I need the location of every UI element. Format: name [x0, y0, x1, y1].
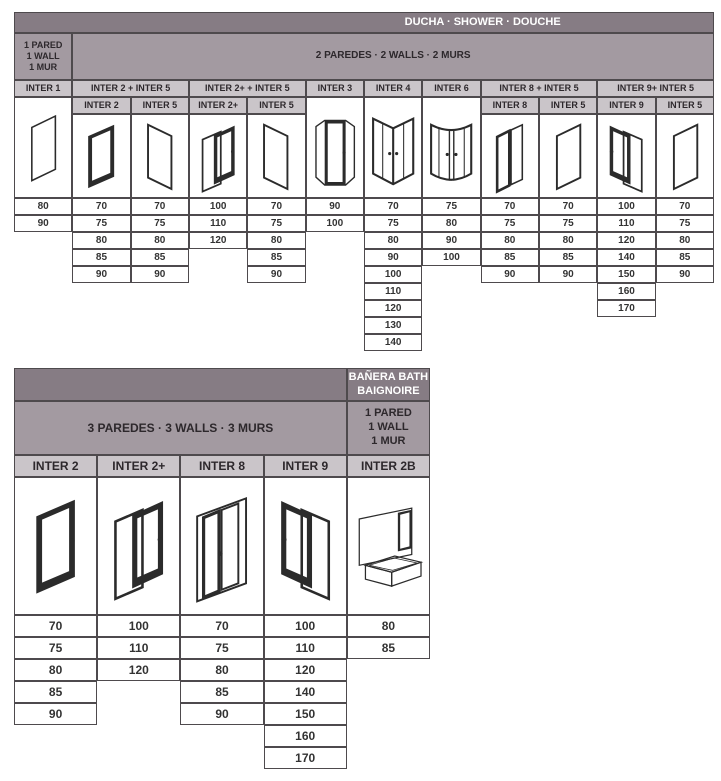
size-value: 140	[364, 334, 422, 351]
size-value: 85	[180, 681, 263, 703]
size-value: 70	[180, 615, 263, 637]
size-column-inter6	[422, 198, 480, 351]
size-value: 90	[14, 703, 97, 725]
col-header-inter2b: INTER 2B	[347, 455, 430, 477]
size-value: 80	[180, 659, 263, 681]
size-column-inter4	[364, 198, 422, 351]
inter9-sliding-door-icon	[267, 480, 344, 612]
size-value: 90	[481, 266, 539, 283]
size-value: 100	[97, 615, 180, 637]
size-value: 80	[656, 232, 714, 249]
size-column-inter5c	[539, 198, 597, 351]
size-value: 80	[481, 232, 539, 249]
illustration-inter5-d	[656, 114, 714, 198]
inter4-corner-entry-icon	[367, 100, 419, 195]
size-value: 70	[247, 198, 305, 215]
size-value: 110	[597, 215, 655, 232]
size-value: 150	[264, 703, 347, 725]
size-value: 85	[481, 249, 539, 266]
illustration-inter2b-bath	[347, 477, 430, 615]
illustration-inter9	[597, 114, 655, 198]
size-value: 75	[247, 215, 305, 232]
group-header-inter2-inter5: INTER 2 + INTER 5	[72, 80, 189, 97]
two-walls-label: 2 PAREDES · 2 WALLS · 2 MURS	[315, 50, 471, 62]
inter3-pentagonal-enclosure-icon	[309, 100, 361, 195]
size-value: 70	[72, 198, 130, 215]
size-value: 70	[481, 198, 539, 215]
size-value: 75	[180, 637, 263, 659]
size-column-inter2p	[189, 198, 247, 351]
size-value: 70	[14, 615, 97, 637]
size-value: 85	[72, 249, 130, 266]
size-value: 90	[656, 266, 714, 283]
size-value: 90	[180, 703, 263, 725]
bath-one-wall-header	[347, 401, 430, 455]
size-value: 70	[656, 198, 714, 215]
illustration-inter8	[481, 114, 539, 198]
size-value: 170	[264, 747, 347, 769]
inter5-side-panel-icon	[250, 117, 302, 195]
size-value: 170	[597, 300, 655, 317]
size-value: 100	[306, 215, 364, 232]
walls3-dark-bar	[14, 368, 347, 401]
size-value: 85	[656, 249, 714, 266]
size-value: 75	[72, 215, 130, 232]
illustration-inter2	[72, 114, 130, 198]
illustration-inter2plus	[189, 114, 247, 198]
size-value: 70	[364, 198, 422, 215]
illustration-inter3	[306, 97, 364, 198]
group-header-inter6: INTER 6	[422, 80, 480, 97]
group-header-inter9-inter5: INTER 9+ INTER 5	[597, 80, 714, 97]
sub-header-inter5c: INTER 5	[539, 97, 597, 114]
size-column-inter8-bottom	[180, 615, 263, 769]
one-wall-line: 1 WALL	[26, 50, 60, 61]
size-value: 110	[264, 637, 347, 659]
illustration-inter4	[364, 97, 422, 198]
size-column-inter8	[481, 198, 539, 351]
size-value: 110	[97, 637, 180, 659]
size-value: 80	[539, 232, 597, 249]
two-walls-header	[72, 33, 714, 80]
inter8-bifold-door-icon	[183, 480, 260, 612]
size-value: 80	[247, 232, 305, 249]
sub-header-inter8: INTER 8	[481, 97, 539, 114]
size-value: 85	[247, 249, 305, 266]
size-column-inter9-bottom	[264, 615, 347, 769]
size-value: 75	[481, 215, 539, 232]
inter8-bifold-door-icon	[484, 117, 536, 195]
size-column-inter3	[306, 198, 364, 351]
walls3-bath-table	[14, 368, 430, 769]
inter9-sliding-door-icon	[600, 117, 652, 195]
bath-header	[347, 368, 430, 401]
illustration-inter5-c	[539, 114, 597, 198]
size-value: 150	[597, 266, 655, 283]
one-wall-line: 1 WALL	[368, 421, 409, 434]
size-value: 75	[14, 637, 97, 659]
col-header-inter9: INTER 9	[264, 455, 347, 477]
size-value: 75	[131, 215, 189, 232]
size-column-inter2-bottom	[14, 615, 97, 769]
size-value: 120	[97, 659, 180, 681]
size-value: 80	[364, 232, 422, 249]
inter1-fixed-panel-icon	[17, 100, 69, 195]
size-value: 90	[422, 232, 480, 249]
size-value: 120	[597, 232, 655, 249]
size-column-inter5b	[247, 198, 305, 351]
sub-header-inter2: INTER 2	[72, 97, 130, 114]
size-value: 85	[131, 249, 189, 266]
group-header-inter3: INTER 3	[306, 80, 364, 97]
one-wall-header	[14, 33, 72, 80]
size-value: 80	[72, 232, 130, 249]
sub-header-inter9: INTER 9	[597, 97, 655, 114]
inter2-pivot-door-icon	[17, 480, 94, 612]
size-value: 120	[189, 232, 247, 249]
col-header-inter2: INTER 2	[14, 455, 97, 477]
inter5-side-panel-icon	[134, 117, 186, 195]
shower-table-title-bar	[14, 12, 714, 33]
sub-header-inter5d: INTER 5	[656, 97, 714, 114]
col-header-inter8: INTER 8	[180, 455, 263, 477]
inter5-side-panel-icon	[659, 117, 711, 195]
size-value: 90	[364, 249, 422, 266]
size-value: 75	[422, 198, 480, 215]
size-value: 90	[14, 215, 72, 232]
size-column-inter2b	[347, 615, 430, 769]
size-value: 90	[131, 266, 189, 283]
one-wall-line: 1 PARED	[23, 39, 63, 50]
one-wall-line: 1 MUR	[29, 62, 58, 73]
size-value: 80	[14, 198, 72, 215]
illustration-inter2plus-bottom	[97, 477, 180, 615]
size-value: 75	[539, 215, 597, 232]
illustration-inter5-b	[247, 114, 305, 198]
shower-table-title: DUCHA · SHOWER · DOUCHE	[404, 15, 561, 28]
size-value: 80	[131, 232, 189, 249]
size-value: 100	[597, 198, 655, 215]
group-header-inter4: INTER 4	[364, 80, 422, 97]
illustration-inter8-bottom	[180, 477, 263, 615]
inter2b-bath-screen-icon	[350, 480, 427, 612]
three-walls-label: 3 PAREDES · 3 WALLS · 3 MURS	[87, 420, 274, 435]
size-value: 130	[364, 317, 422, 334]
size-value: 75	[364, 215, 422, 232]
one-wall-line: 1 MUR	[371, 434, 406, 447]
inter2plus-sliding-door-icon	[192, 117, 244, 195]
inter2-pivot-door-icon	[75, 117, 127, 195]
size-value: 100	[264, 615, 347, 637]
size-value: 110	[189, 215, 247, 232]
size-value: 85	[539, 249, 597, 266]
size-value: 85	[14, 681, 97, 703]
size-value: 160	[264, 725, 347, 747]
group-header-inter2p-inter5: INTER 2+ + INTER 5	[189, 80, 306, 97]
size-value: 140	[264, 681, 347, 703]
sub-header-inter5a: INTER 5	[131, 97, 189, 114]
size-value: 90	[306, 198, 364, 215]
illustration-inter6	[422, 97, 480, 198]
size-value: 70	[131, 198, 189, 215]
size-column-inter2p-bottom	[97, 615, 180, 769]
size-value: 75	[656, 215, 714, 232]
illustration-inter5-a	[131, 114, 189, 198]
size-column-inter9	[597, 198, 655, 351]
size-value: 140	[597, 249, 655, 266]
size-value: 80	[14, 659, 97, 681]
illustration-inter9-bottom	[264, 477, 347, 615]
size-column-inter5a	[131, 198, 189, 351]
col-header-inter2p: INTER 2+	[97, 455, 180, 477]
size-value: 100	[364, 266, 422, 283]
sub-header-inter2p: INTER 2+	[189, 97, 247, 114]
bath-title-line: BAIGNOIRE	[357, 384, 420, 397]
inter2plus-sliding-door-icon	[100, 480, 177, 612]
size-value: 70	[539, 198, 597, 215]
size-value: 160	[597, 283, 655, 300]
size-value: 100	[422, 249, 480, 266]
size-value: 90	[539, 266, 597, 283]
illustration-inter2-bottom	[14, 477, 97, 615]
group-header-inter8-inter5: INTER 8 + INTER 5	[481, 80, 598, 97]
size-value: 120	[364, 300, 422, 317]
size-column-inter5d	[656, 198, 714, 351]
size-value: 85	[347, 637, 430, 659]
group-header-inter1: INTER 1	[14, 80, 72, 97]
size-value: 90	[247, 266, 305, 283]
size-value: 100	[189, 198, 247, 215]
sub-header-inter5b: INTER 5	[247, 97, 305, 114]
shower-table	[14, 12, 714, 351]
size-value: 90	[72, 266, 130, 283]
size-column-inter2	[72, 198, 130, 351]
one-wall-line: 1 PARED	[364, 407, 412, 420]
size-column-inter1	[14, 198, 72, 351]
bath-title-line: BAÑERA BATH	[348, 370, 429, 383]
inter6-quadrant-enclosure-icon	[425, 100, 477, 195]
three-walls-header	[14, 401, 347, 455]
size-value: 80	[347, 615, 430, 637]
size-value: 80	[422, 215, 480, 232]
illustration-inter1	[14, 97, 72, 198]
size-value: 120	[264, 659, 347, 681]
size-value: 110	[364, 283, 422, 300]
inter5-side-panel-icon	[542, 117, 594, 195]
